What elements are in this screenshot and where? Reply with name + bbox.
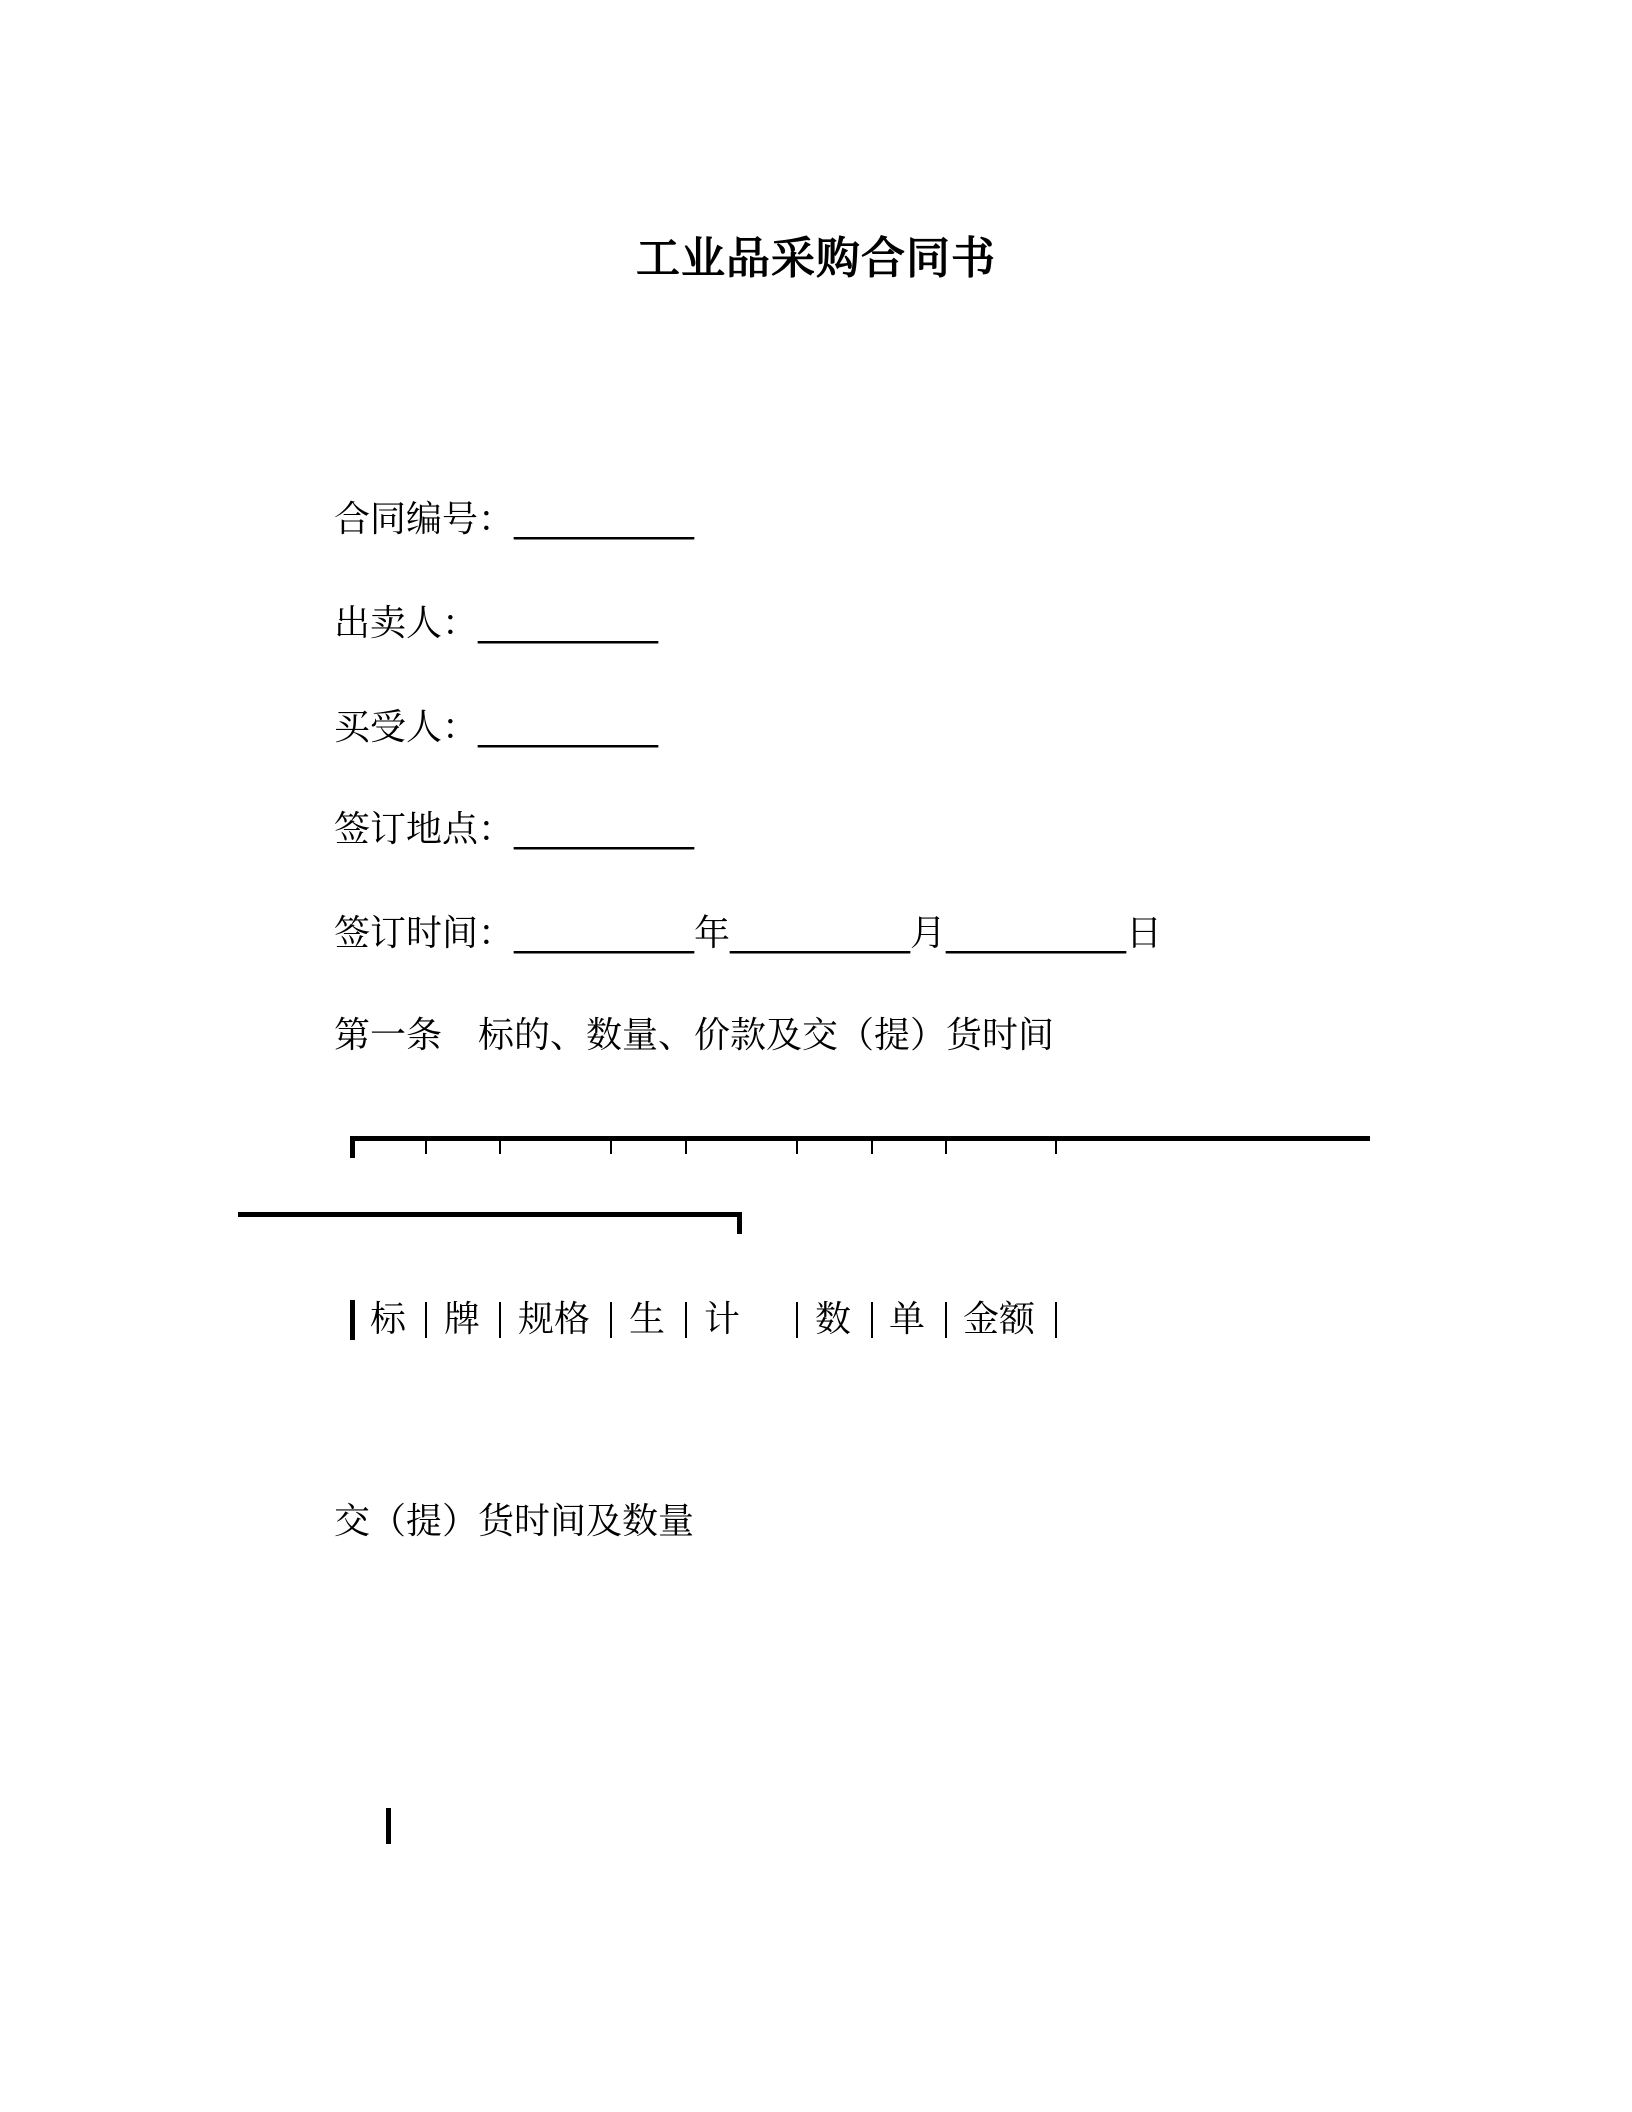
buyer-field: 买受人：__________ (334, 707, 659, 748)
table-tick (945, 1138, 947, 1154)
table-column-divider (945, 1302, 947, 1338)
table-column-divider (796, 1302, 798, 1338)
contract-number-field: 合同编号：__________ (334, 499, 695, 540)
signing-place-field: 签订地点：__________ (334, 809, 695, 850)
table-header-cell: 标 (370, 1299, 407, 1340)
table-left-border-fragment (386, 1808, 391, 1844)
article-1-heading: 第一条 标的、数量、价款及交（提）货时间 (334, 1015, 1055, 1056)
signing-time-field: 签订时间：__________年__________月__________日 (334, 913, 1163, 954)
table-header-cell: 单 (889, 1299, 926, 1340)
table-column-divider (1055, 1302, 1057, 1338)
table-top-border (350, 1136, 1370, 1141)
table-column-divider (871, 1302, 873, 1338)
table-header-cell: 规格 (518, 1299, 591, 1340)
delivery-time-label: 交（提）货时间及数量 (334, 1501, 695, 1542)
table-column-divider (610, 1302, 612, 1338)
seller-field: 出卖人：__________ (334, 603, 659, 644)
table-corner-left (350, 1136, 355, 1158)
table-tick (499, 1138, 501, 1154)
table-tick (1055, 1138, 1057, 1154)
table-header-cell: 数 (815, 1299, 852, 1340)
table-tick (871, 1138, 873, 1154)
table-left-border (350, 1300, 355, 1340)
table-header-cell: 牌 (444, 1299, 481, 1340)
table-tick (685, 1138, 687, 1154)
table-header-cell: 计 (704, 1299, 741, 1340)
table-tick (610, 1138, 612, 1154)
table-header-cell: 生 (629, 1299, 666, 1340)
table-column-divider (425, 1302, 427, 1338)
table-column-divider (685, 1302, 687, 1338)
document-title: 工业品采购合同书 (636, 233, 996, 284)
table-column-divider (499, 1302, 501, 1338)
table-corner-right (737, 1212, 742, 1234)
table-tick (425, 1138, 427, 1154)
table-header-cell: 金额 (963, 1299, 1036, 1340)
table-top-border-continued (238, 1212, 742, 1217)
table-tick (796, 1138, 798, 1154)
